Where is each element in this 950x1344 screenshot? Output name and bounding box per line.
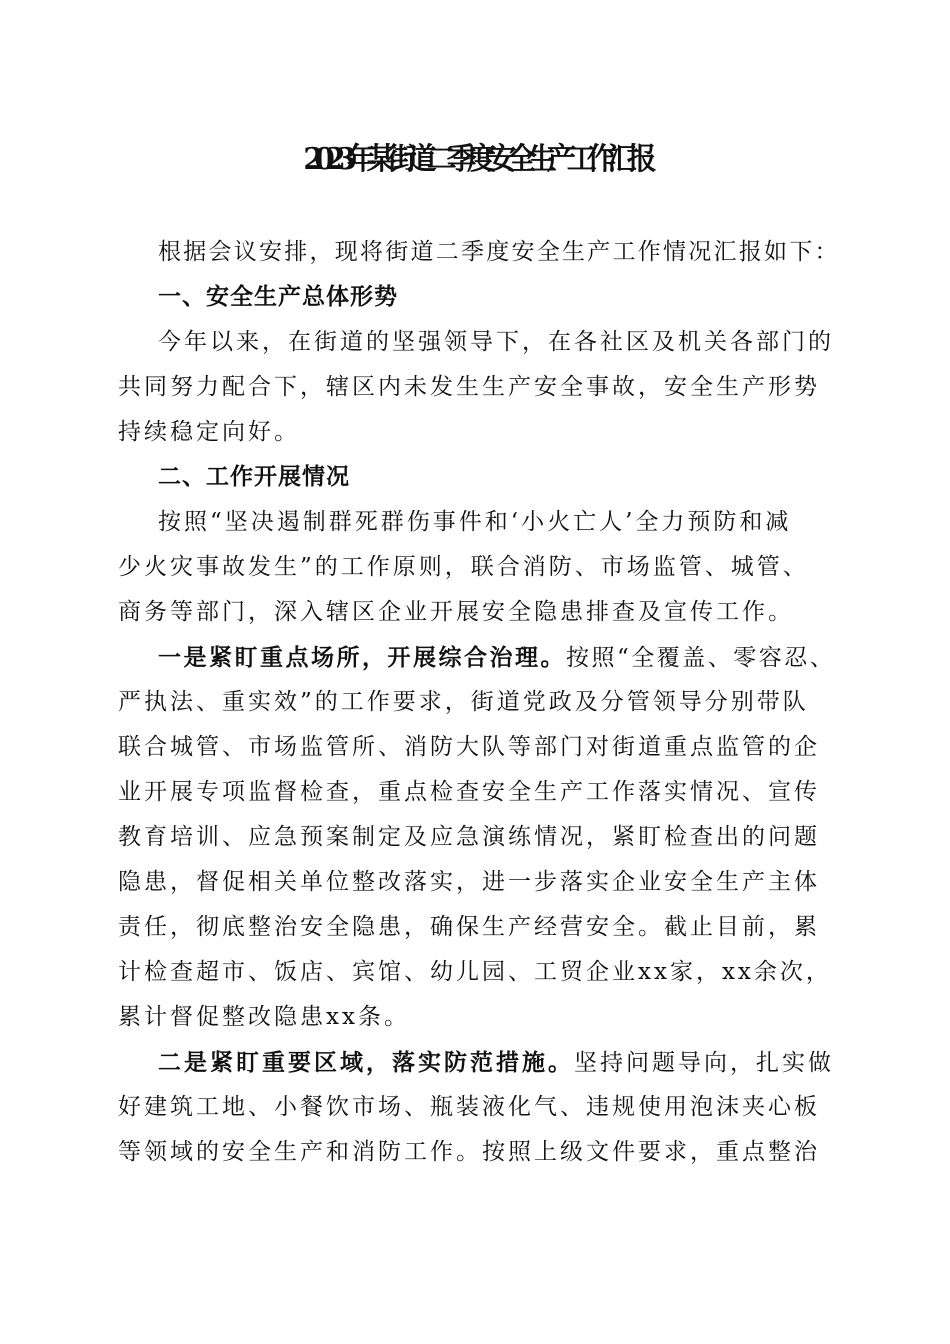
paragraph-line: 商务等部门，深入辖区企业开展安全隐患排查及宣传工作。 — [118, 599, 794, 625]
intro-paragraph: 根据会议安排，现将街道二季度安全生产工作情况汇报如下： — [158, 239, 840, 265]
paragraph-line: 共同努力配合下，辖区内未发生生产安全事故，安全生产形势 — [118, 374, 820, 400]
section-heading-work-progress: 二、工作开展情况 — [158, 464, 350, 490]
paragraph-line: 严执法、重实效”的工作要求，街道党政及分管领导分别带队 — [118, 689, 809, 715]
item1-lead: 一是紧盯重点场所，开展综合治理。 — [158, 644, 566, 671]
item2-lead: 二是紧盯重要区域，落实防范措施。 — [158, 1049, 574, 1076]
paragraph-line: 累计督促整改隐患xx条。 — [118, 1004, 410, 1030]
item1-first-line — [158, 635, 835, 680]
paragraph-line: 教育培训、应急预案制定及应急演练情况，紧盯检查出的问题 — [118, 824, 820, 850]
paragraph-line: 按照“坚决遏制群死群伤事件和‘小火亡人’全力预防和减 — [158, 509, 792, 535]
paragraph-line: 少火灾事故发生”的工作原则，联合消防、市场监管、城管、 — [118, 554, 809, 580]
paragraph-line: 联合城管、市场监管所、消防大队等部门对街道重点监管的企 — [118, 734, 820, 760]
paragraph-line: 隐患，督促相关单位整改落实，进一步落实企业安全生产主体 — [118, 869, 820, 895]
section-heading-overall-situation: 一、安全生产总体形势 — [158, 284, 398, 310]
paragraph-line: 等领域的安全生产和消防工作。按照上级文件要求，重点整治 — [118, 1139, 820, 1165]
paragraph-line: 业开展专项监督检查，重点检查安全生产工作落实情况、宣传 — [118, 779, 820, 805]
item2-first-rest: 坚持问题导向，扎实做 — [574, 1050, 834, 1076]
paragraph-line: 今年以来，在街道的坚强领导下，在各社区及机关各部门的 — [158, 329, 834, 355]
item2-first-line — [158, 1040, 834, 1085]
paragraph-line: 计检查超市、饭店、宾馆、幼儿园、工贸企业xx家，xx余次， — [118, 959, 832, 985]
item1-first-rest: 按照“全覆盖、零容忍、 — [566, 645, 836, 671]
paragraph-line: 责任，彻底整治安全隐患，确保生产经营安全。截止目前，累 — [118, 914, 820, 940]
paragraph-line: 好建筑工地、小餐饮市场、瓶装液化气、违规使用泡沫夹心板 — [118, 1094, 820, 1120]
document-title: 2023年某街道二季度安全生产工作汇报 — [303, 142, 647, 177]
paragraph-line: 持续稳定向好。 — [118, 419, 300, 445]
